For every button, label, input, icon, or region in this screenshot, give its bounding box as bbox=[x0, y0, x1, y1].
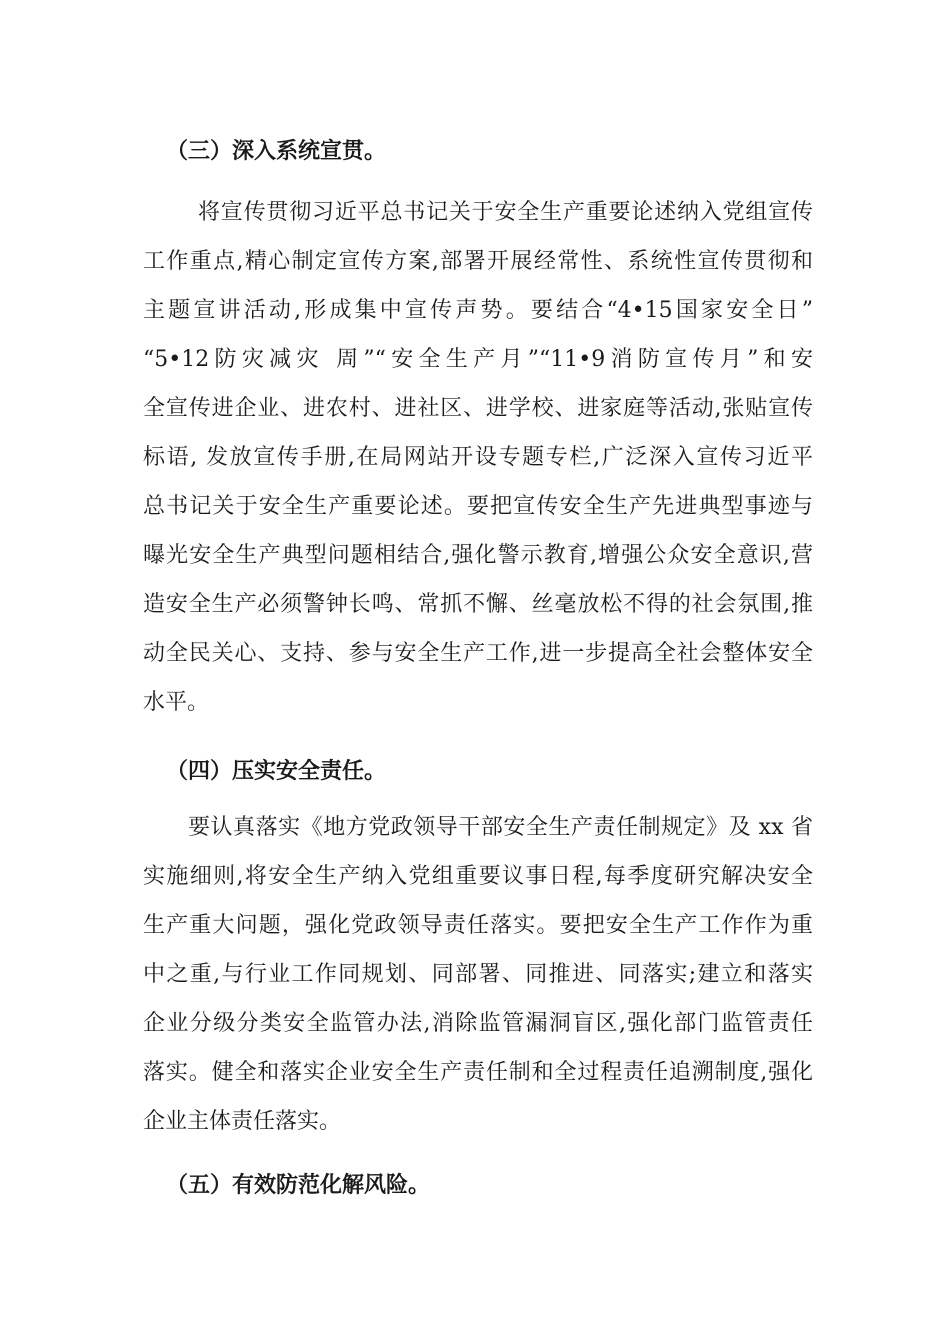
section-4-line-5: 企业分级分类安全监管办法,消除监管漏洞盲区,强化部门监管责任 bbox=[143, 1011, 813, 1036]
section-3-line-1: 将宣传贯彻习近平总书记关于安全生产重要论述纳入党组宣传 bbox=[198, 200, 813, 225]
section-4-line-4: 中之重,与行业工作同规划、同部署、同推进、同落实;建立和落实 bbox=[143, 962, 813, 987]
section-3-line-4: “5•12防灾减灾 周”“安全生产月”“11•9消防宣传月”和安 bbox=[143, 347, 813, 372]
section-3-line-11: 水平。 bbox=[143, 690, 210, 715]
section-5-heading: （五）有效防范化解风险。 bbox=[166, 1173, 431, 1198]
section-3-line-6: 标语, 发放宣传手册,在局网站开设专题专栏,广泛深入宣传习近平 bbox=[143, 445, 813, 470]
section-4-line-2: 实施细则,将安全生产纳入党组重要议事日程,每季度研究解决安全 bbox=[143, 864, 813, 889]
section-3-line-7: 总书记关于安全生产重要论述。要把宣传安全生产先进典型事迹与 bbox=[143, 494, 813, 519]
section-4-line-3: 生产重大问题，强化党政领导责任落实。要把安全生产工作作为重 bbox=[143, 913, 813, 938]
section-4-line-7: 企业主体责任落实。 bbox=[143, 1109, 342, 1134]
section-3-line-5: 全宣传进企业、进农村、进社区、进学校、进家庭等活动,张贴宣传 bbox=[143, 396, 813, 421]
section-3-line-9: 造安全生产必须警钟长鸣、常抓不懈、丝毫放松不得的社会氛围,推 bbox=[143, 592, 813, 617]
section-3-line-10: 动全民关心、支持、参与安全生产工作,进一步提高全社会整体安全 bbox=[143, 641, 813, 666]
section-3-line-3: 主题宣讲活动,形成集中宣传声势。要结合“4•15国家安全日” bbox=[143, 298, 813, 323]
section-3-line-2: 工作重点,精心制定宣传方案,部署开展经常性、系统性宣传贯彻和 bbox=[143, 249, 813, 274]
section-3-line-8: 曝光安全生产典型问题相结合,强化警示教育,增强公众安全意识,营 bbox=[143, 543, 813, 568]
section-4-line-6: 落实。健全和落实企业安全生产责任制和全过程责任追溯制度,强化 bbox=[143, 1060, 813, 1085]
section-4-line-1: 要认真落实《地方党政领导干部安全生产责任制规定》及 xx 省 bbox=[188, 815, 813, 840]
section-3-heading: （三）深入系统宣贯。 bbox=[166, 139, 387, 164]
section-4-heading: （四）压实安全责任。 bbox=[166, 759, 387, 784]
